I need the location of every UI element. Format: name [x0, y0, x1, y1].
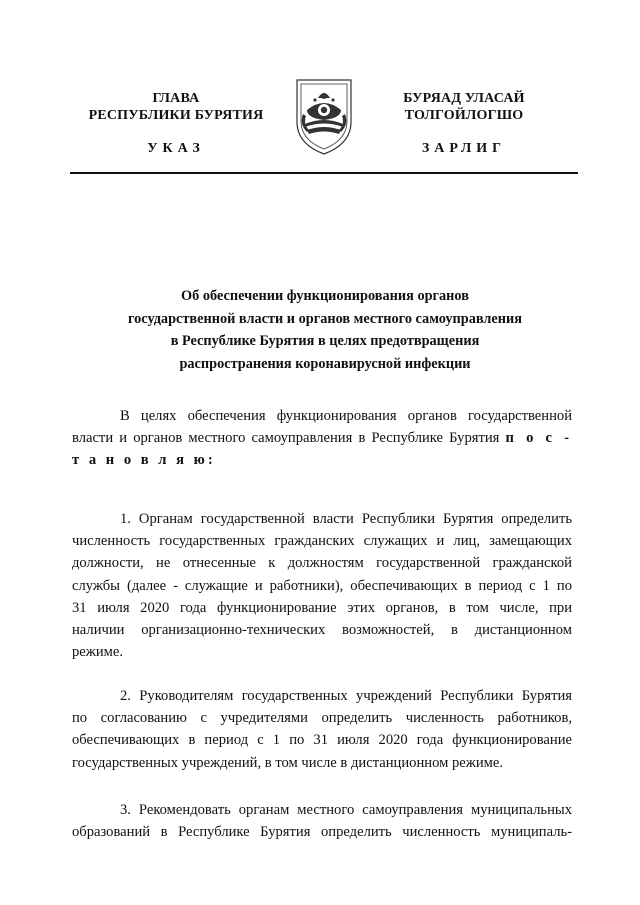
preamble-line — [72, 427, 572, 449]
header-left-line1: ГЛАВА — [152, 91, 200, 106]
decree-label-russian: УКАЗ — [147, 141, 205, 156]
header-right-line1: БУРЯАД УЛАСАЙ — [403, 91, 525, 106]
document-title — [80, 285, 570, 375]
header-left-line2: РЕСПУБЛИКИ БУРЯТИЯ — [88, 108, 264, 123]
decree-word-part1: п о с - — [505, 430, 572, 447]
item-1-line: наличии организационно-технических возможностей, в дистанционном — [72, 621, 572, 638]
preamble-paragraph — [72, 405, 572, 472]
decree-label-buryat: ЗАРЛИГ — [421, 141, 507, 156]
title-line: в Республике Бурятия в целях предотвращения — [170, 333, 480, 349]
item-2-paragraph — [72, 685, 572, 774]
item-2-line: государственных учреждений, в том числе в дистанционном режиме. — [72, 754, 503, 771]
item-3-line: образований в Республике Бурятия определить численность муниципаль- — [72, 824, 572, 841]
item-1-line: режиме. — [72, 644, 124, 661]
preamble-line — [72, 449, 572, 471]
header-divider — [70, 172, 578, 174]
header-left — [78, 90, 274, 124]
item-3-paragraph — [72, 799, 572, 843]
title-line: государственной власти и органов местного самоуправления — [128, 310, 522, 327]
item-1-line: численность государственных гражданских служащих и лиц, замещающих — [72, 533, 572, 550]
title-line: Об обеспечении функционирования органов — [181, 288, 469, 304]
item-2-line: обеспечивающих в период с 1 по 31 июля 2020 года функционирование — [72, 732, 572, 749]
item-1-line: 1. Органам государственной власти Республики Бурятия определить — [120, 511, 572, 527]
item-2-line: 2. Руководителям государственных учреждений Республики Бурятия — [120, 688, 572, 704]
item-1-line: должности, не отнесенные к должностям государственной гражданской — [72, 555, 572, 572]
item-3-line: 3. Рекомендовать органам местного самоуправления муниципальных — [120, 802, 572, 818]
item-1-line: 31 июля 2020 года функционирование этих органов, в том числе, при — [72, 599, 572, 616]
header-right — [368, 90, 560, 124]
item-1-line: службы (далее - служащие и работники), обеспечивающих в период с 1 по — [72, 577, 572, 594]
item-2-line: по согласованию с учредителями определить численность работников, — [72, 710, 572, 727]
preamble-line: В целях обеспечения функционирования органов государственной — [120, 408, 572, 424]
preamble-text: власти и органов местного самоуправления в Республике Бурятия — [72, 430, 500, 447]
header-right-line2: ТОЛГОЙЛОГШО — [404, 108, 524, 123]
decree-word-part2: т а н о в л я ю: — [72, 452, 216, 469]
item-1-paragraph — [72, 508, 572, 663]
coat-of-arms-icon — [293, 74, 355, 156]
title-line: распространения коронавирусной инфекции — [179, 355, 471, 372]
